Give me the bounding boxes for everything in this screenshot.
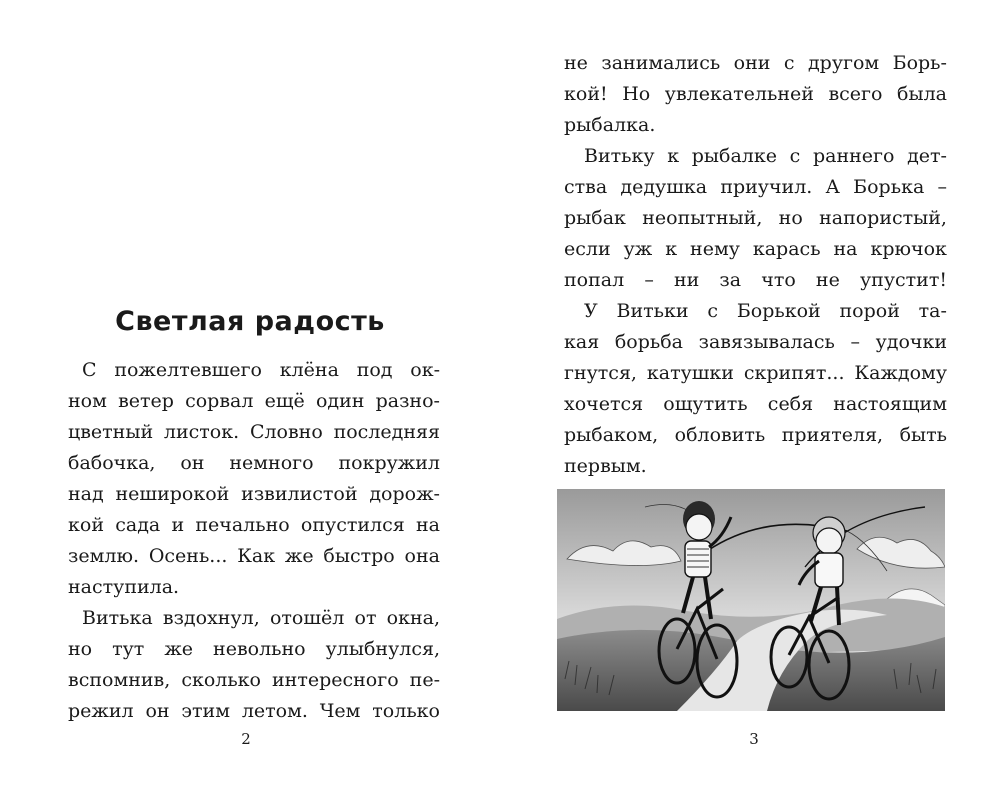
word: невольно <box>213 638 306 660</box>
word: улыбнулся, <box>325 638 440 660</box>
word: покружил <box>338 452 440 474</box>
word: карась <box>752 238 821 260</box>
word: листок. <box>163 421 240 443</box>
word: Борь- <box>892 52 947 74</box>
word: напористый, <box>819 207 947 229</box>
word: над <box>68 483 104 505</box>
word: цветный <box>68 421 154 443</box>
text-line <box>68 572 440 602</box>
word: дет- <box>907 145 947 167</box>
word: ном <box>68 390 107 412</box>
illustration-boys-on-bikes <box>557 489 945 711</box>
text-line <box>564 358 947 388</box>
word: быстро <box>323 545 395 567</box>
text-line <box>564 265 947 295</box>
word: последняя <box>333 421 440 443</box>
text-line <box>564 79 947 109</box>
word: увлекательней <box>664 83 814 105</box>
word: если <box>564 238 611 260</box>
word: первым. <box>564 455 647 477</box>
word: та- <box>918 300 947 322</box>
word: с <box>783 52 795 74</box>
word: он <box>145 700 170 722</box>
word: себя <box>767 393 814 415</box>
word: Борькой <box>736 300 821 322</box>
word: не <box>815 269 840 291</box>
word: же <box>164 638 194 660</box>
word: дорож- <box>369 483 440 505</box>
word: опустился <box>300 514 405 536</box>
word: она <box>404 545 440 567</box>
text-line <box>564 172 947 202</box>
word: вспомнив, <box>68 669 171 691</box>
word: Но <box>622 83 651 105</box>
word: и <box>171 514 185 536</box>
word: У <box>584 300 598 322</box>
word: клёна <box>279 359 339 381</box>
word: удочки <box>875 331 947 353</box>
word: вздохнул, <box>162 607 260 629</box>
word: приучил. <box>720 176 813 198</box>
word: рыбак <box>564 207 626 229</box>
word: кой <box>68 514 104 536</box>
word: уж <box>623 238 653 260</box>
text-line <box>68 634 440 664</box>
text-line <box>564 48 947 78</box>
word: С <box>82 359 97 381</box>
text-line <box>68 665 440 695</box>
text-line <box>68 696 440 726</box>
word: Витьки <box>616 300 689 322</box>
word: была <box>897 83 947 105</box>
word: с <box>789 145 801 167</box>
word: наступила. <box>68 576 180 598</box>
word: к <box>665 238 678 260</box>
word: Осень... <box>148 545 228 567</box>
word: от <box>354 607 377 629</box>
word: сколько <box>181 669 261 691</box>
word: же <box>284 545 314 567</box>
word: интересного <box>272 669 399 691</box>
text-line <box>68 541 440 571</box>
word: Чем <box>319 700 361 722</box>
word: ства <box>564 176 608 198</box>
word: занимались <box>601 52 721 74</box>
word: хочется <box>564 393 644 415</box>
word: ощутить <box>663 393 748 415</box>
text-line <box>564 389 947 419</box>
text-line <box>68 448 440 478</box>
word: кая <box>564 331 600 353</box>
word: летом. <box>241 700 308 722</box>
word: режил <box>68 700 134 722</box>
page-number-right: 3 <box>749 730 759 748</box>
word: ни <box>673 269 700 291</box>
word: гнутся, <box>564 362 637 384</box>
word: другом <box>807 52 880 74</box>
word: но <box>68 638 93 660</box>
word: приятеля, <box>781 424 884 446</box>
word: они <box>733 52 771 74</box>
word: рыбалка. <box>564 114 656 136</box>
word: кой! <box>564 83 608 105</box>
word: попал <box>564 269 625 291</box>
text-line <box>584 141 947 171</box>
text-line <box>68 417 440 447</box>
page-number-left: 2 <box>241 730 251 748</box>
text-line <box>564 234 947 264</box>
word: неопытный, <box>642 207 763 229</box>
word: А <box>825 176 840 198</box>
right-page <box>500 0 1000 792</box>
word: Каждому <box>854 362 947 384</box>
text-line <box>68 510 440 540</box>
word: неширокой <box>115 483 230 505</box>
text-line <box>564 203 947 233</box>
word: крючок <box>870 238 947 260</box>
word: ок- <box>410 359 440 381</box>
word: быть <box>899 424 947 446</box>
word: окна, <box>386 607 440 629</box>
text-line <box>564 420 947 450</box>
text-line <box>82 603 440 633</box>
word: Витьку <box>584 145 655 167</box>
word: пе- <box>409 669 440 691</box>
word: печально <box>195 514 290 536</box>
word: извилистой <box>241 483 358 505</box>
word: только <box>372 700 440 722</box>
word: за <box>719 269 742 291</box>
word: на <box>833 238 858 260</box>
word: пожелтевшего <box>114 359 262 381</box>
word: но <box>778 207 803 229</box>
word: – <box>644 269 654 291</box>
text-line <box>68 386 440 416</box>
word: он <box>180 452 205 474</box>
word: отошёл <box>269 607 345 629</box>
word: тут <box>112 638 145 660</box>
word: Витька <box>82 607 153 629</box>
word: сорвал <box>185 390 254 412</box>
word: на <box>415 514 440 536</box>
text-line <box>68 479 440 509</box>
word: Борька <box>853 176 925 198</box>
text-line <box>584 296 947 326</box>
word: всего <box>828 83 883 105</box>
word: – <box>937 176 947 198</box>
text-line <box>82 355 440 385</box>
word: катушки <box>646 362 734 384</box>
word: рыбалке <box>691 145 777 167</box>
word: под <box>356 359 393 381</box>
word: разно- <box>375 390 440 412</box>
word: нему <box>690 238 740 260</box>
word: дедушка <box>620 176 708 198</box>
word: упустит! <box>859 269 947 291</box>
story-title: Светлая радость <box>115 306 385 337</box>
word: Словно <box>249 421 323 443</box>
word: не <box>564 52 588 74</box>
word: бабочка, <box>68 452 156 474</box>
text-line <box>564 110 947 140</box>
word: что <box>761 269 796 291</box>
word: порой <box>839 300 900 322</box>
word: к <box>667 145 680 167</box>
word: землю. <box>68 545 140 567</box>
word: рыбаком, <box>564 424 659 446</box>
word: этим <box>181 700 230 722</box>
word: сада <box>115 514 161 536</box>
word: ещё <box>264 390 305 412</box>
word: Как <box>237 545 276 567</box>
word: настоящим <box>833 393 947 415</box>
word: раннего <box>812 145 895 167</box>
text-line <box>564 451 947 481</box>
word: ветер <box>118 390 174 412</box>
word: – <box>850 331 860 353</box>
word: завязывалась <box>698 331 835 353</box>
word: борьба <box>614 331 683 353</box>
word: обловить <box>674 424 766 446</box>
word: один <box>315 390 365 412</box>
word: скрипят... <box>743 362 845 384</box>
word: немного <box>229 452 314 474</box>
text-line <box>564 327 947 357</box>
word: с <box>707 300 719 322</box>
